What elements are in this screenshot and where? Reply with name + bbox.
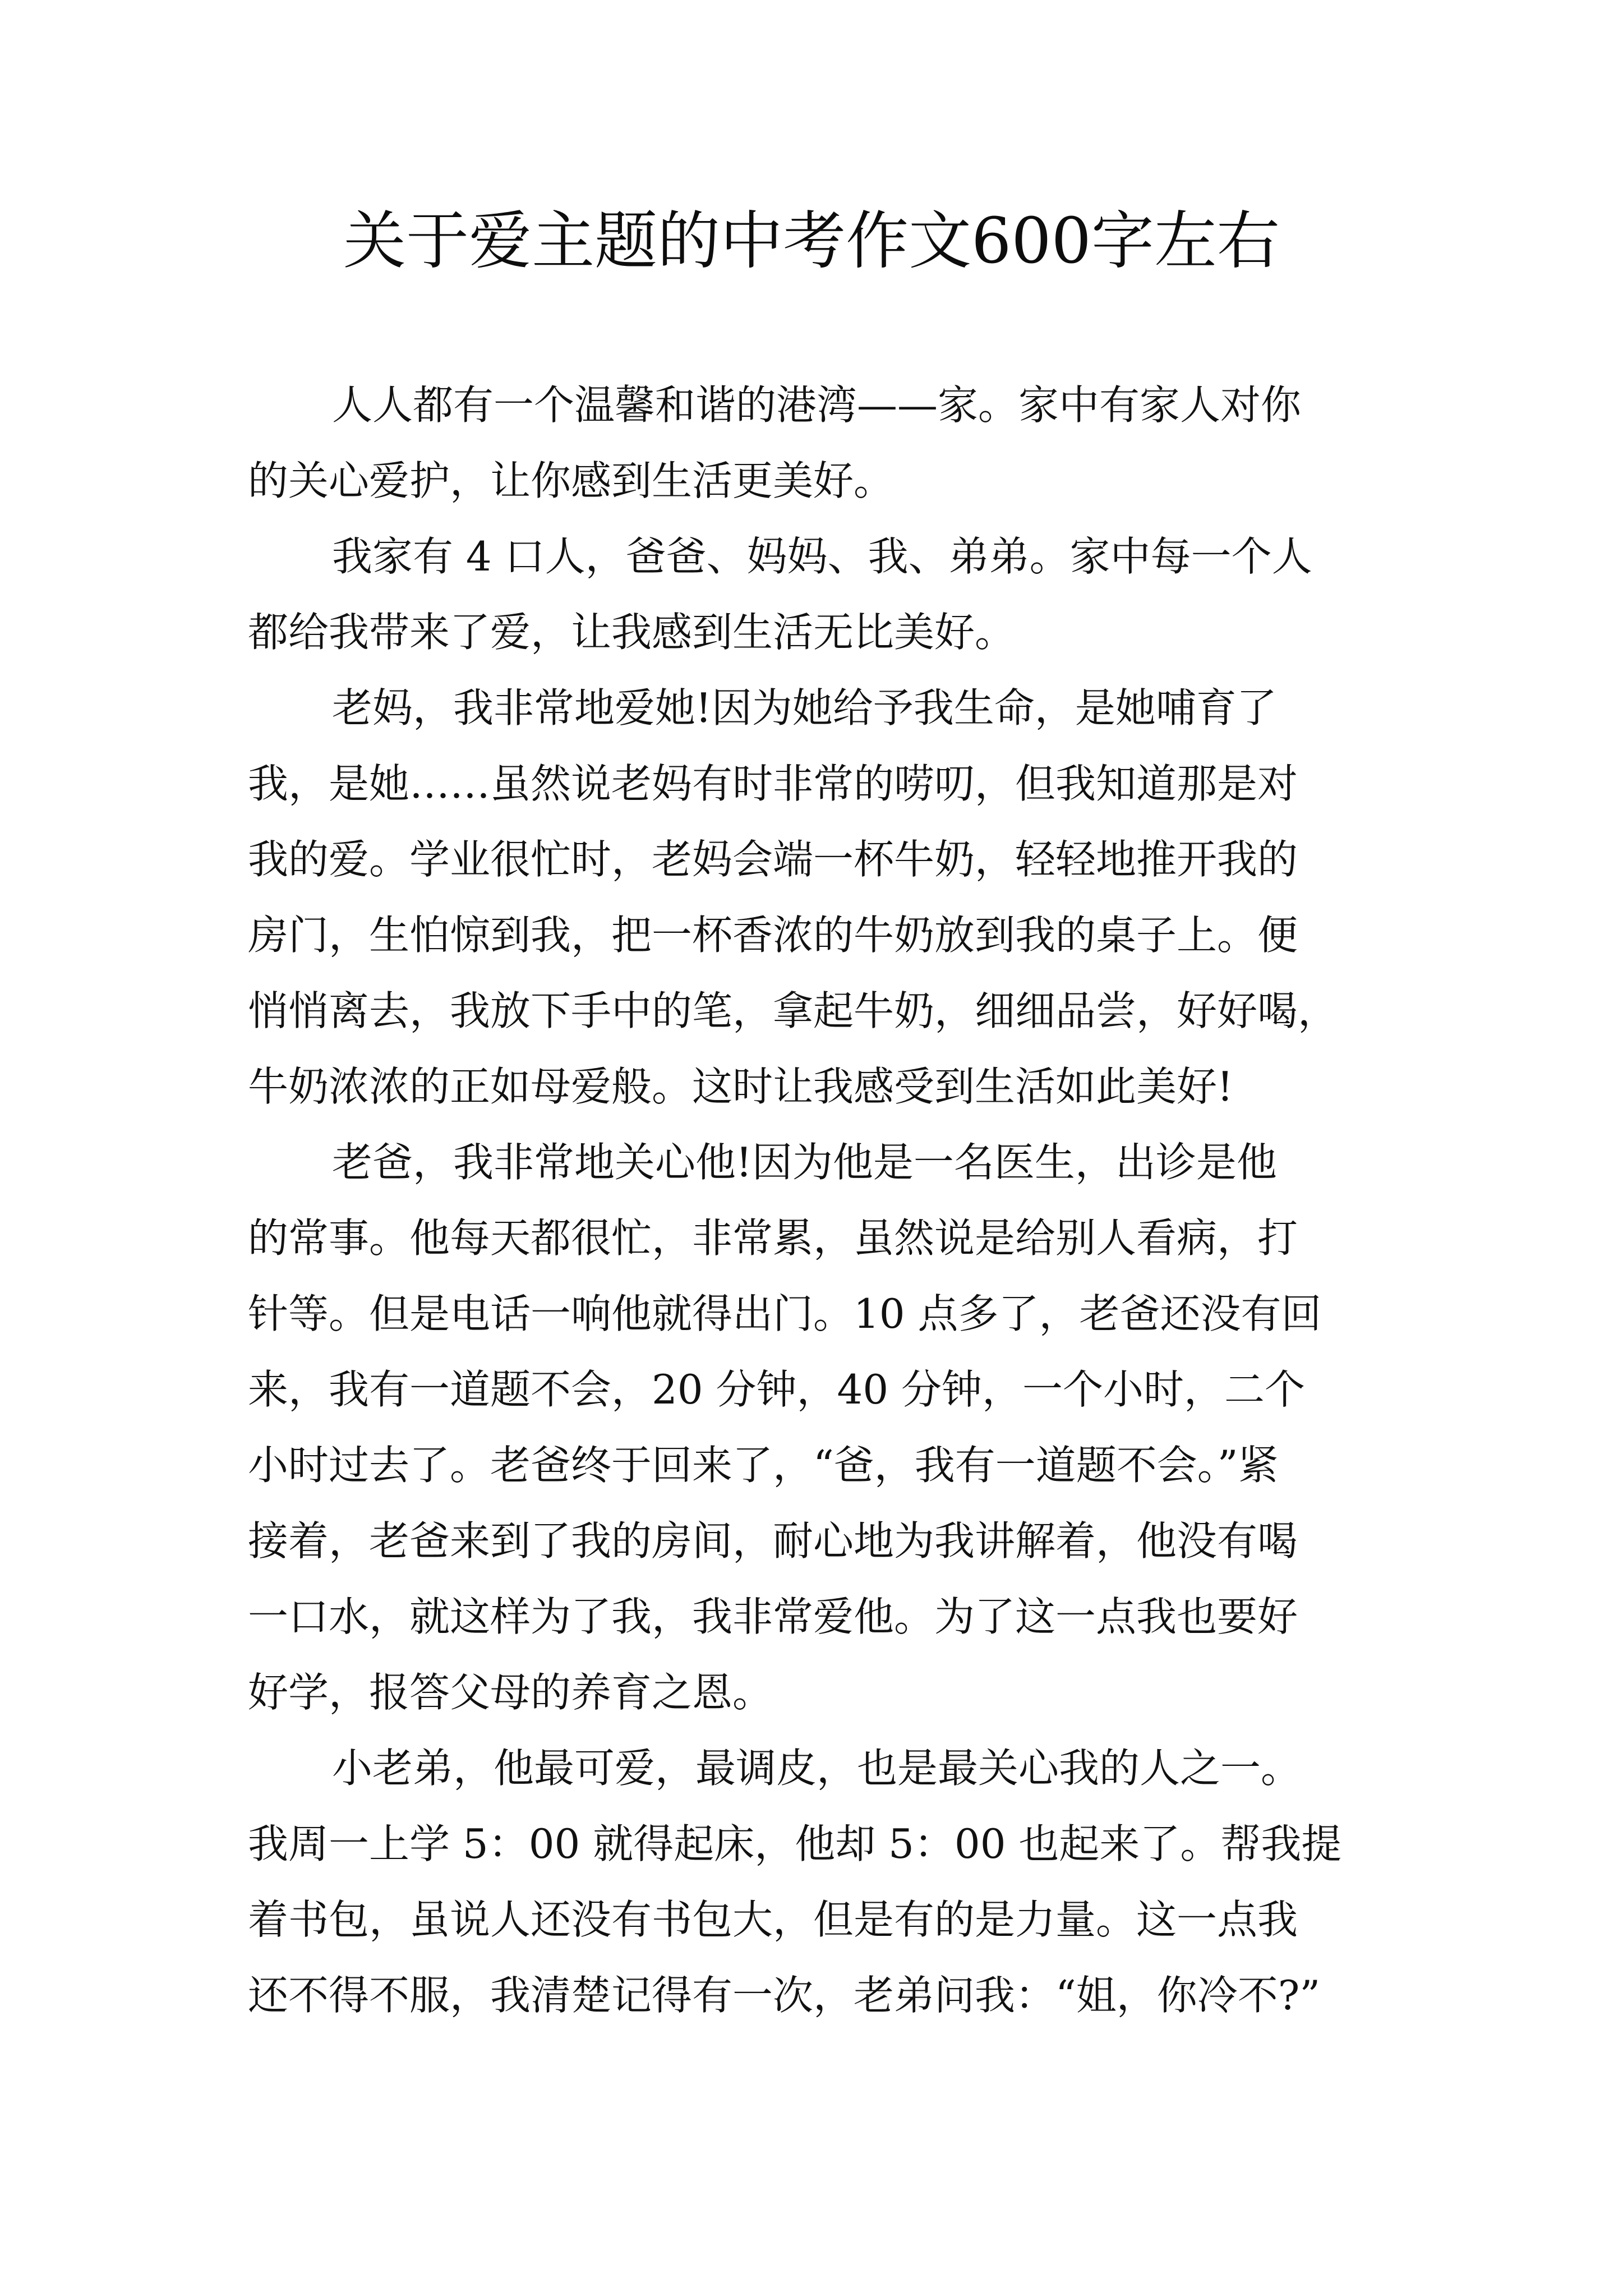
text-line: 老妈，我非常地爱她!因为她给予我生命，是她哺育了 <box>332 684 1277 731</box>
text-line: 房门，生怕惊到我，把一杯香浓的牛奶放到我的桌子上。便 <box>248 912 1298 959</box>
text-line: 着书包，虽说人还没有书包大，但是有的是力量。这一点我 <box>248 1896 1298 1943</box>
text-line: 老爸，我非常地关心他!因为他是一名医生，出诊是他 <box>332 1139 1277 1186</box>
document-title: 关于爱主题的中考作文600字左右 <box>343 205 1280 278</box>
text-line: 来，我有一道题不会，20 分钟，40 分钟，一个小时，二个 <box>248 1366 1306 1413</box>
text-line: 悄悄离去，我放下手中的笔，拿起牛奶，细细品尝，好好喝， <box>248 987 1339 1034</box>
text-line: 针等。但是电话一响他就得出门。10 点多了，老爸还没有回 <box>248 1290 1322 1337</box>
text-line: 人人都有一个温馨和谐的港湾——家。家中有家人对你 <box>332 381 1302 429</box>
text-line: 接着，老爸来到了我的房间，耐心地为我讲解着，他没有喝 <box>248 1517 1298 1565</box>
text-line: 我，是她……虽然说老妈有时非常的唠叨，但我知道那是对 <box>248 760 1298 807</box>
text-line: 的关心爱护，让你感到生活更美好。 <box>248 457 895 504</box>
text-line: 还不得不服，我清楚记得有一次，老弟问我：“姐，你冷不?” <box>248 1972 1321 2019</box>
text-line: 我家有 4 口人，爸爸、妈妈、我、弟弟。家中每一个人 <box>332 533 1312 580</box>
essay-body <box>248 367 1392 2033</box>
text-line: 小老弟，他最可爱，最调皮，也是最关心我的人之一。 <box>332 1745 1302 1792</box>
text-line: 好学，报答父母的养育之恩。 <box>248 1669 773 1716</box>
text-line: 牛奶浓浓的正如母爱般。这时让我感受到生活如此美好! <box>248 1063 1233 1110</box>
text-line: 小时过去了。老爸终于回来了，“爸，我有一道题不会。”紧 <box>248 1442 1279 1489</box>
text-line: 一口水，就这样为了我，我非常爱他。为了这一点我也要好 <box>248 1593 1298 1640</box>
text-line: 的常事。他每天都很忙，非常累，虽然说是给别人看病，打 <box>248 1214 1298 1262</box>
text-line: 都给我带来了爱，让我感到生活无比美好。 <box>248 609 1016 656</box>
text-line: 我周一上学 5：00 就得起床，他却 5：00 也起来了。帮我提 <box>248 1820 1342 1867</box>
text-line: 我的爱。学业很忙时，老妈会端一杯牛奶，轻轻地推开我的 <box>248 836 1298 883</box>
